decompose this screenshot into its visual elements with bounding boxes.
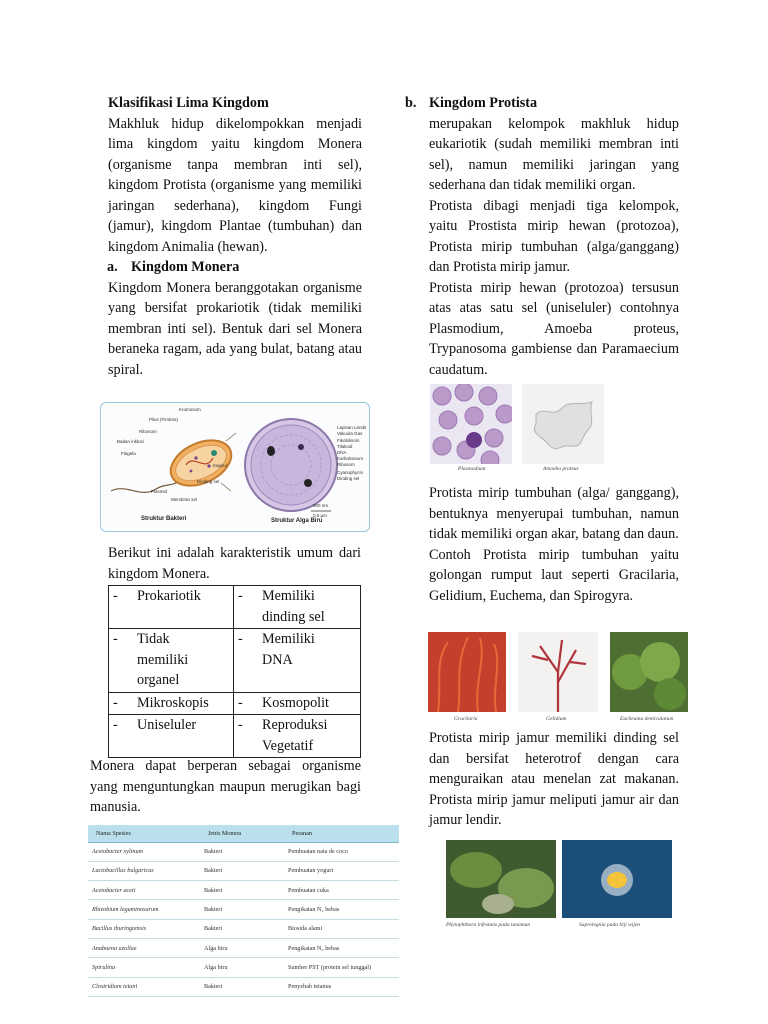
table-cell: Sumber PST (protein sel tunggal) (284, 958, 399, 977)
section-b-title: Kingdom Protista (429, 95, 538, 111)
table-cell: Spirulina (88, 958, 200, 977)
table-cell: - Prokariotik (109, 586, 234, 629)
caption-struktur-bakteri: Struktur Bakteri (141, 516, 187, 522)
table-cell: Alga biru (200, 938, 284, 957)
table-row (88, 881, 399, 900)
gracilaria-image (428, 632, 506, 712)
monera-paragraph: Kingdom Monera beranggotakan organisme yang bersifat prokariotik (tidak memiliki membran inti sel). Bentuk dari sel Monera beraneka ragam, ada yang bulat, batang atau spiral. (108, 279, 362, 378)
table-cell: Bakteri (200, 900, 284, 919)
table-cell: Pembuatan nata de coco (284, 842, 399, 861)
algae-examples-paragraph: Contoh Protista mirip tumbuhan yaitu golongan rumput laut seperti Gracilaria, Gelidium, Euchema, dan Spirogyra. (429, 546, 679, 604)
table-cell: Rhizobium leguminosarum (88, 900, 200, 919)
left-column (108, 93, 362, 380)
label-pilus: Pilus (Fimbria) (149, 417, 179, 422)
label-membran-sel: Membran sel (171, 497, 198, 502)
protista-groups: Protista dibagi menjadi tiga kelompok, yaitu Prostista mirip hewan (protozoa), Protista mirip tumbuhan (alga/ganggang) dan Protista mirip jamur. (429, 197, 679, 275)
table-cell: Bakteri (200, 861, 284, 880)
section-b-heading (405, 93, 679, 114)
table-cell: Biosida alami (284, 919, 399, 938)
table-header-row (88, 825, 399, 842)
table-row (109, 692, 361, 715)
caption-saprolegnia: Saprolegnia pada biji wijen (579, 922, 641, 928)
table-cell: Pembuatan cuka (284, 881, 399, 900)
label-karboksisom: Karboksisom (337, 456, 364, 461)
label-dinding-sel-alga: Dinding sel (337, 476, 360, 481)
table-cell: Bakteri (200, 919, 284, 938)
table-cell: Bacillus thuringiensis (88, 919, 200, 938)
monera-characteristics-table (108, 585, 361, 758)
label-lapisan-lendir: Lapisan Lendir (337, 425, 367, 430)
plasmodium-image (430, 384, 512, 464)
table-cell: Lactobacillus bulgaricus (88, 861, 200, 880)
label-fikobilisom: Fikobilisom (337, 438, 360, 443)
label-badan-inklusi: Badan inklusi (117, 439, 144, 444)
caption-amoeba-proteus: Amoeba proteus (543, 466, 579, 472)
saprolegnia-image (562, 840, 672, 918)
table-cell: Pengikatan N₂ bebas (284, 938, 399, 957)
table-row (88, 861, 399, 880)
amoeba-image (522, 384, 604, 464)
section-a-title: Kingdom Monera (131, 259, 240, 275)
caption-phytophthora: Phytophthora infestans pada tanaman (446, 922, 531, 928)
header-nama-spesies: Nama Spesies (88, 825, 200, 842)
table-cell: - Memiliki dinding sel (234, 586, 361, 629)
table-row (88, 842, 399, 861)
label-dna: DNA (337, 450, 347, 455)
label-tilakoid: Tilakoid (337, 444, 353, 449)
label-cyanophycin: Cyanophycin (337, 470, 364, 475)
table-row (88, 977, 399, 996)
label-kromosom: Kromosom (179, 407, 201, 412)
monera-structure-drawing (101, 403, 370, 532)
section-b-marker: b. (405, 95, 417, 111)
algae-text-block (429, 483, 679, 606)
caption-eucheuma: Eucheuma denticulatum (620, 716, 674, 722)
monera-role-paragraph: Monera dapat berperan sebagai organisme yang menguntungkan maupun merugikan bagi manusia. (90, 758, 361, 815)
table-cell: - Memiliki DNA (234, 629, 361, 693)
scale-bottom: 0.5 µm (313, 513, 327, 518)
protozoa-paragraph: Protista mirip hewan (protozoa) tersusun atas atas satu sel (uniseluler) contohnya Plasmodium, Amoeba proteus, Trypanosoma gambiense dan Paramaecium caudatum. (429, 279, 679, 378)
caption-plasmodium: Plasmodium (458, 466, 486, 472)
table-cell: Bakteri (200, 842, 284, 861)
table-cell: Acetobacter aceti (88, 881, 200, 900)
table-cell: Clostridium tetani (88, 977, 200, 996)
table-cell: - Tidak memiliki organel (109, 629, 234, 693)
table-cell: Acetobacter xylinum (88, 842, 200, 861)
table-cell: Alga biru (200, 958, 284, 977)
caption-gracilaria: Gracilaria (454, 716, 478, 722)
protista-definition: merupakan kelompok makhluk hidup eukariotik (sudah memiliki membran inti sel), namun memiliki jaringan yang sederhana dan tidak memiliki organ. (429, 115, 679, 193)
label-vakuola-gas: Vakuola Gas (337, 431, 363, 436)
label-plasmid: Plasmid (151, 489, 168, 494)
section-a-heading (107, 257, 362, 278)
label-kapsul: Kapsul (213, 463, 227, 468)
table-cell: Anabaena azollae (88, 938, 200, 957)
label-ribosom-alga: Ribosom (337, 462, 355, 467)
scale-top: 500 nm (313, 503, 329, 508)
caption-gelidium: Gelidium (546, 716, 567, 722)
page-title: Klasifikasi Lima Kingdom (108, 95, 269, 111)
table-cell: - Reproduksi Vegetatif (234, 715, 361, 758)
table-cell: Bakteri (200, 977, 284, 996)
gelidium-image (518, 632, 598, 712)
monera-species-table (88, 825, 399, 997)
table-row (88, 900, 399, 919)
table-row (109, 715, 361, 758)
table-cell: Penyebab tetanus (284, 977, 399, 996)
table-row (88, 938, 399, 957)
label-flagela: Flagela (121, 451, 136, 456)
table-row (88, 919, 399, 938)
characteristics-intro: Berikut ini adalah karakteristik umum dari kingdom Monera. (108, 545, 361, 582)
table-cell: Pembuatan yogurt (284, 861, 399, 880)
phytophthora-image (446, 840, 556, 918)
monera-structure-figure (100, 402, 370, 532)
label-dinding-sel: Dinding sel (197, 479, 220, 484)
section-a-marker: a. (107, 259, 118, 275)
label-ribosom: Ribosom (139, 429, 157, 434)
table-cell: - Kosmopolit (234, 692, 361, 715)
table-cell: - Mikroskopis (109, 692, 234, 715)
table-cell: - Uniseluler (109, 715, 234, 758)
header-jenis-monera: Jenis Monera (200, 825, 284, 842)
caption-struktur-alga-biru: Struktur Alga Biru (271, 518, 323, 524)
eucheuma-image (610, 632, 688, 712)
intro-paragraph: Makhluk hidup dikelompokkan menjadi lima kingdom yaitu kingdom Monera (organisme tanpa membran inti sel), kingdom Protista (organisme yang memiliki jaringan sederhana), kingdom Fungi (jamur), kingdom Plantae (tumbuhan) dan kingdom Animalia (hewan). (108, 115, 362, 255)
table-row (109, 586, 361, 629)
algae-paragraph: Protista mirip tumbuhan (alga/ ganggang), bentuknya menyerupai tumbuhan, namun tidak memiliki organ akar, batang dan daun. (429, 485, 679, 542)
table-cell: Pengikatan N₂ bebas (284, 900, 399, 919)
right-column (405, 93, 679, 380)
table-row (88, 958, 399, 977)
header-peranan: Peranan (284, 825, 399, 842)
table-row (109, 629, 361, 693)
blue-alga-illustration (245, 419, 337, 511)
table-cell: Bakteri (200, 881, 284, 900)
fungi-like-paragraph: Protista mirip jamur memiliki dinding sel dan bersifat heterotrof dengan cara menguraikan atau menelan zat makanan. Protista mirip jamur meliputi jamur air dan jamur lendir. (429, 730, 679, 828)
